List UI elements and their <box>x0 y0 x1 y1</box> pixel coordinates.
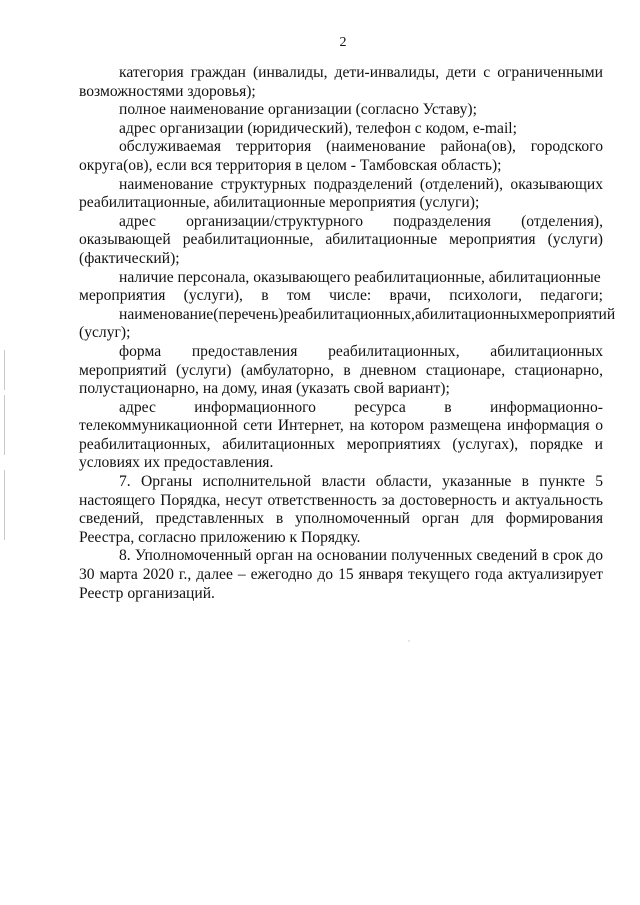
paragraph-measures-list-line-2: (услуг); <box>79 324 131 342</box>
scan-margin-mark <box>4 350 5 390</box>
paragraph-actual-address: адрес организации/структурного подразделения (отделения), оказывающей реабилитационные, абилитационные мероприятия (услуги) (фактический); <box>79 212 603 267</box>
paragraph-form-of-provision: форма предоставления реабилитационных, абилитационных мероприятий (услуги) (амбулаторно, в дневном стационаре, стационарно, полустационарно, на дому, иная (указать свой вариант); <box>79 342 603 398</box>
paragraph-org-name: полное наименование организации (согласно Уставу); <box>119 101 477 119</box>
paragraph-item-8: 8. Уполномоченный орган на основании полученных сведений в срок до 30 марта 2020 г., далее – ежегодно до 15 января текущего года актуализирует Реестр организаций. <box>79 547 603 602</box>
scan-margin-mark <box>4 395 5 455</box>
paragraph-territory: обслуживаемая территория (наименование района(ов), городского округа(ов), если вся территория в целом - Тамбовская область); <box>79 138 603 174</box>
paragraph-personnel <box>79 269 603 306</box>
scan-margin-mark <box>4 470 5 540</box>
paragraph-item-7: 7. Органы исполнительной власти области, указанные в пункте 5 настоящего Порядка, несут ответственность за достоверность и актуальность сведений, представленных в уполномоченный орган для формирования Реестра, согласно приложению к Порядку. <box>79 473 603 546</box>
paragraph-personnel-line-2: мероприятия (услуги), в том числе: врачи, психологи, педагоги; <box>79 287 603 305</box>
document-body <box>79 64 616 603</box>
paragraph-org-address: адрес организации (юридический), телефон с кодом, e-mail; <box>119 119 517 137</box>
paragraph-info-resource: адрес информационного ресурса в информационно-телекоммуникационной сети Интернет, на котором размещена информация о реабилитационных, абилитационных мероприятиях (услугах), порядке и условиях их предоставления. <box>79 398 603 472</box>
paragraph-measures-list-line-1: наименование (перечень) реабилитационных, абилитационных мероприятий <box>119 305 616 323</box>
paragraph-departments: наименование структурных подразделений (отделений), оказывающих реабилитационные, абилитационные мероприятия (услуги); <box>79 175 603 212</box>
scan-speck <box>408 640 410 642</box>
paragraph-measures-list <box>79 305 616 343</box>
paragraph-category: категория граждан (инвалиды, дети-инвалиды, дети с ограниченными возможностями здоровья); <box>79 64 603 100</box>
paragraph-personnel-line-1: наличие персонала, оказывающего реабилитационные, абилитационные <box>119 268 601 286</box>
page-number: 2 <box>339 35 347 50</box>
